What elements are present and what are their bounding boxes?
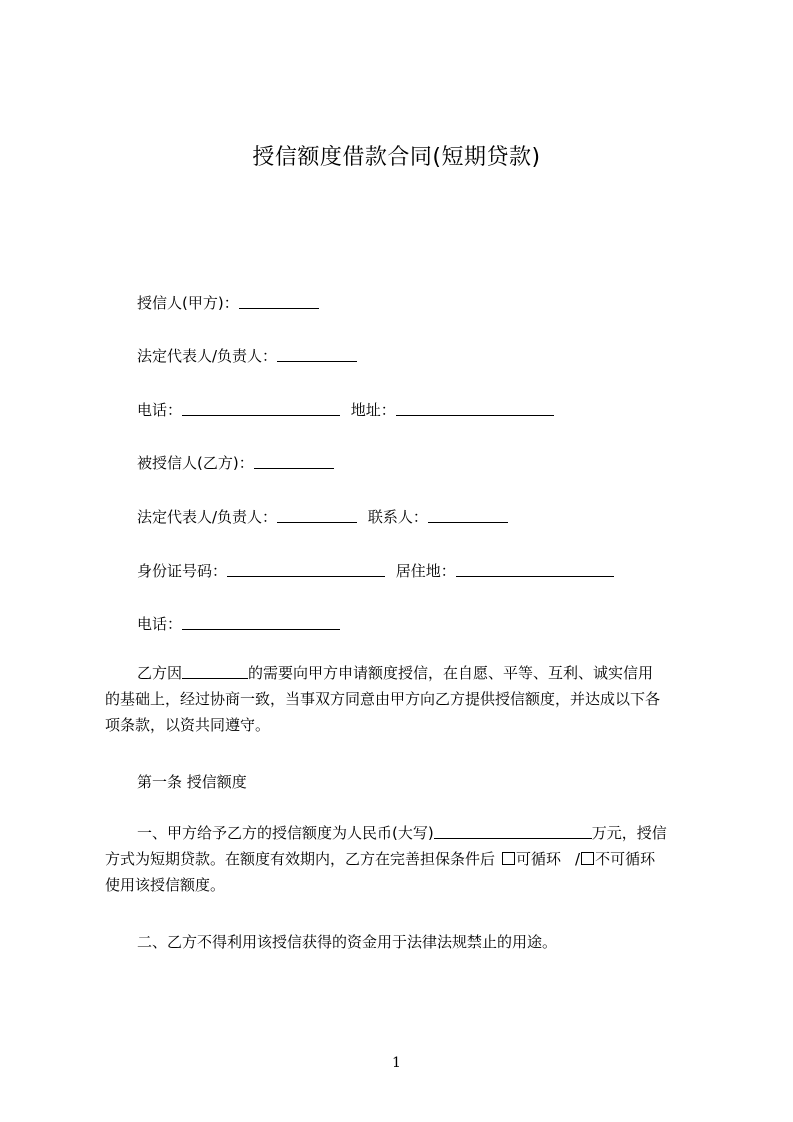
intro-paragraph xyxy=(105,660,699,738)
id-residence-line xyxy=(137,560,614,581)
grantee-rep-line xyxy=(137,506,508,527)
phone-label: 电话： xyxy=(137,401,183,419)
article1-heading: 第一条 授信额度 xyxy=(137,773,247,791)
grantor-label: 授信人(甲方)： xyxy=(137,294,239,312)
grantor-line xyxy=(137,292,319,313)
phone-blank[interactable] xyxy=(182,401,340,416)
id-number-blank[interactable] xyxy=(227,562,385,577)
id-number-label: 身份证号码： xyxy=(137,562,228,580)
revolving-checkbox[interactable] xyxy=(502,852,515,865)
article1-item2: 二、乙方不得利用该授信获得的资金用于法律法规禁止的用途。 xyxy=(137,933,558,951)
grantor-rep-blank[interactable] xyxy=(277,347,357,362)
phone2-label: 电话： xyxy=(137,615,183,633)
page-number: 1 xyxy=(392,1055,401,1071)
phone2-blank[interactable] xyxy=(182,615,340,630)
phone2-line xyxy=(137,613,340,634)
amount-blank[interactable] xyxy=(434,824,592,839)
revolving-label: 可循环 xyxy=(516,850,562,868)
grantor-rep-line xyxy=(137,345,357,366)
address-label: 地址： xyxy=(350,401,396,419)
grantee-rep-blank[interactable] xyxy=(277,508,357,523)
nonrevolving-label: 不可循环 xyxy=(595,850,656,868)
intro-line-3: 项条款，以资共同遵守。 xyxy=(105,716,271,734)
item1-part2: 万元，授信 xyxy=(591,824,667,842)
intro-line-1 xyxy=(105,660,699,686)
contract-title: 授信额度借款合同(短期贷款) xyxy=(252,145,541,170)
phone-address-line xyxy=(137,399,554,420)
grantee-rep-label: 法定代表人/负责人： xyxy=(137,508,278,526)
nonrevolving-checkbox[interactable] xyxy=(581,852,594,865)
address-blank[interactable] xyxy=(396,401,554,416)
grantor-blank[interactable] xyxy=(239,294,319,309)
item1-line-3: 使用该授信额度。 xyxy=(105,876,226,894)
item1-line2-part1: 方式为短期贷款。在额度有效期内，乙方在完善担保条件后 xyxy=(105,850,496,868)
grantee-label: 被授信人(乙方)： xyxy=(137,454,254,472)
option-separator: / xyxy=(575,850,581,868)
contact-label: 联系人： xyxy=(367,508,428,526)
purpose-blank[interactable] xyxy=(182,664,248,679)
intro-line-2: 的基础上，经过协商一致，当事双方同意由甲方向乙方提供授信额度，并达成以下各 xyxy=(105,690,661,708)
grantee-line xyxy=(137,452,334,473)
residence-blank[interactable] xyxy=(456,562,614,577)
residence-label: 居住地： xyxy=(395,562,456,580)
grantee-blank[interactable] xyxy=(254,454,334,469)
contact-blank[interactable] xyxy=(428,508,508,523)
intro-part2: 的需要向甲方申请额度授信，在自愿、平等、互利、诚实信用 xyxy=(248,664,654,682)
article1-item1 xyxy=(105,820,699,898)
intro-part1: 乙方因 xyxy=(137,664,183,682)
item1-part1: 一、甲方给予乙方的授信额度为人民币(大写) xyxy=(137,824,434,842)
grantor-rep-label: 法定代表人/负责人： xyxy=(137,347,278,365)
item1-line-2 xyxy=(105,846,699,872)
item1-line-1 xyxy=(105,820,699,846)
